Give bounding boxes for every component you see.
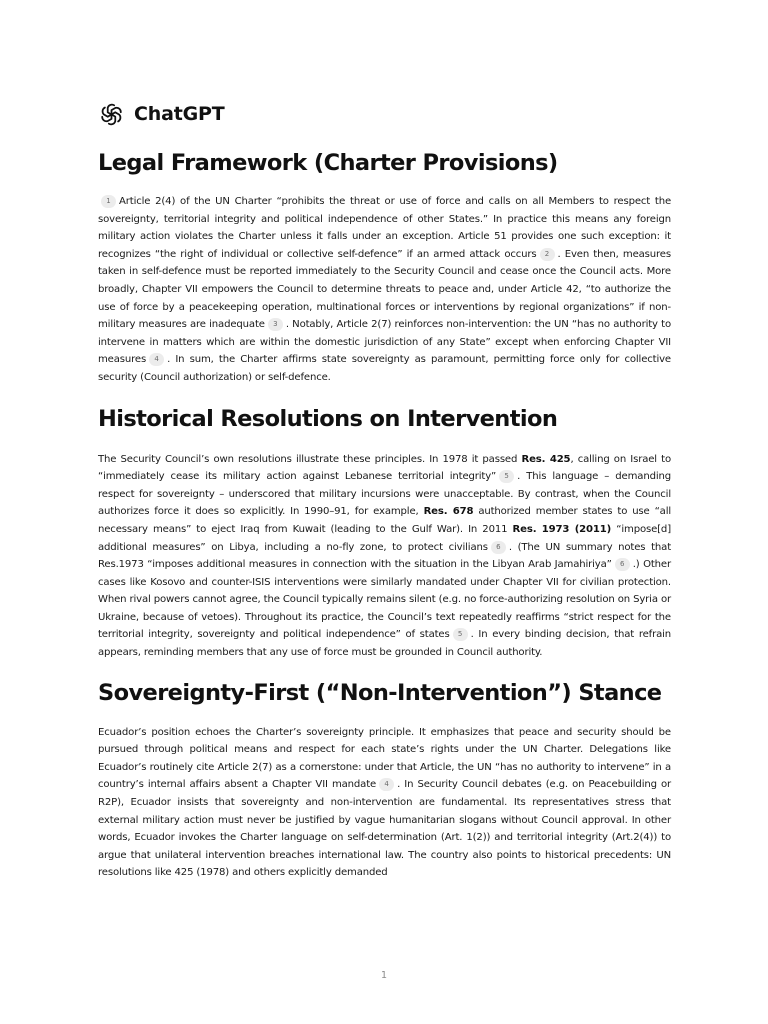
- resolution-reference: Res. 678: [423, 506, 474, 518]
- citation-badge[interactable]: 1: [101, 195, 116, 208]
- paragraph-text: . In sum, the Charter affirms state sovereignty as paramount, permitting force only for collective security (Council authorization) or self-defence.: [98, 354, 671, 383]
- citation-badge[interactable]: 3: [268, 318, 283, 331]
- citation-badge[interactable]: 2: [540, 248, 555, 261]
- paragraph-text: Article 2(4) of the UN Charter “prohibits the threat or use of force and calls on all Members to respect the sovereignty, territorial integrity and political independence of other States.” In practice this means any foreign military action violates the Charter unless it falls under an exception. Article 51 provides one such exception: it recognizes “the right of individual or collective self-defence” if an armed attack occurs: [98, 196, 671, 260]
- paragraph-text: . This language – demanding respect for sovereignty – underscored that military incursions were unacceptable. By contrast, when the Council authorizes force it does so explicitly. In 1990–91, for example,: [98, 471, 671, 518]
- paragraph-text: . Even then, measures taken in self-defence must be reported immediately to the Security Council and cease once the Council acts. More broadly, Chapter VII empowers the Council to determine threats to peace and, under Article 42, “to authorize the use of force by a peacekeeping operation, multinational forces or interventions by regional organizations” if non-military measures are inadequate: [98, 248, 671, 331]
- section-heading-sovereignty-first: Sovereignty-First (“Non-Intervention”) Stance: [98, 679, 662, 706]
- paragraph-text: . Notably, Article 2(7) reinforces non-intervention: the UN “has no authority to intervene in matters which are within the domestic jurisdiction of any State” except when enforcing Chapter VII measures: [98, 319, 671, 366]
- resolution-reference: Res. 1973 (2011): [512, 523, 612, 535]
- brand-name: ChatGPT: [134, 103, 225, 125]
- openai-logo-icon: [98, 101, 125, 128]
- section-paragraph-sovereignty-first: [98, 724, 671, 882]
- citation-badge[interactable]: 6: [615, 558, 630, 571]
- section-paragraph-historical-resolutions: [98, 451, 671, 662]
- paragraph-text: authorized member states to use “all necessary means” to eject Iraq from Kuwait (leading to the Gulf War). In 2011: [98, 506, 671, 535]
- section-paragraph-legal-framework: [98, 193, 671, 387]
- document-page: [98, 100, 671, 882]
- paragraph-text: . In Security Council debates (e.g. on Peacebuilding or R2P), Ecuador insists that sovereignty and non-intervention are fundamental. Its representatives stress that external military action must never be justified by vague humanitarian slogans without Council approval. In other words, Ecuador invokes the Charter language on self-determination (Art. 1(2)) and territorial integrity (Art.2(4)) to argue that unilateral intervention breaches international law. The country also points to historical precedents: UN resolutions like 425 (1978) and others explicitly demanded: [98, 779, 671, 879]
- paragraph-text: .) Other cases like Kosovo and counter-ISIS interventions were similarly mandated under Chapter VII for civilian protection. When rival powers cannot agree, the Council typically remains silent (e.g. no force-authorizing resolution on Syria or Ukraine, because of vetoes). Throughout its practice, the Council’s text repeatedly reaffirms “strict respect for the territorial integrity, sovereignty and political independence” of states: [98, 559, 671, 641]
- paragraph-text: “impose[d] additional measures” on Libya, including a no-fly zone, to protect civilians: [98, 523, 671, 553]
- section-heading-historical-resolutions: Historical Resolutions on Intervention: [98, 405, 558, 432]
- citation-badge[interactable]: 4: [379, 778, 394, 791]
- brand-header: [98, 100, 671, 128]
- paragraph-text: . (The UN summary notes that Res.1973 “imposes additional measures in connection with the situation in the Libyan Arab Jamahiriya”: [98, 541, 671, 571]
- paragraph-text: Ecuador’s position echoes the Charter’s sovereignty principle. It emphasizes that peace and security should be pursued through political means and respect for each state’s rights under the UN Charter. Delegations like Ecuador’s routinely cite Article 2(7) as a cornerstone: under that Article, the UN “has no authority to intervene” in a country’s internal affairs absent a Chapter VII mandate: [98, 726, 671, 791]
- citation-badge[interactable]: 5: [453, 628, 468, 641]
- citation-badge[interactable]: 6: [491, 541, 506, 554]
- citation-badge[interactable]: 4: [149, 353, 164, 366]
- page-number: 1: [380, 970, 388, 981]
- section-heading-legal-framework: Legal Framework (Charter Provisions): [98, 150, 558, 176]
- paragraph-text: The Security Council’s own resolutions illustrate these principles. In 1978 it passed: [98, 453, 518, 465]
- paragraph-text: . In every binding decision, that refrain appears, reminding members that any use of force must be grounded in Council authority.: [98, 629, 672, 659]
- paragraph-text: , calling on Israel to “immediately cease its military action against Lebanese territorial integrity”: [98, 453, 671, 483]
- citation-badge[interactable]: 5: [499, 470, 514, 483]
- resolution-reference: Res. 425: [521, 453, 571, 465]
